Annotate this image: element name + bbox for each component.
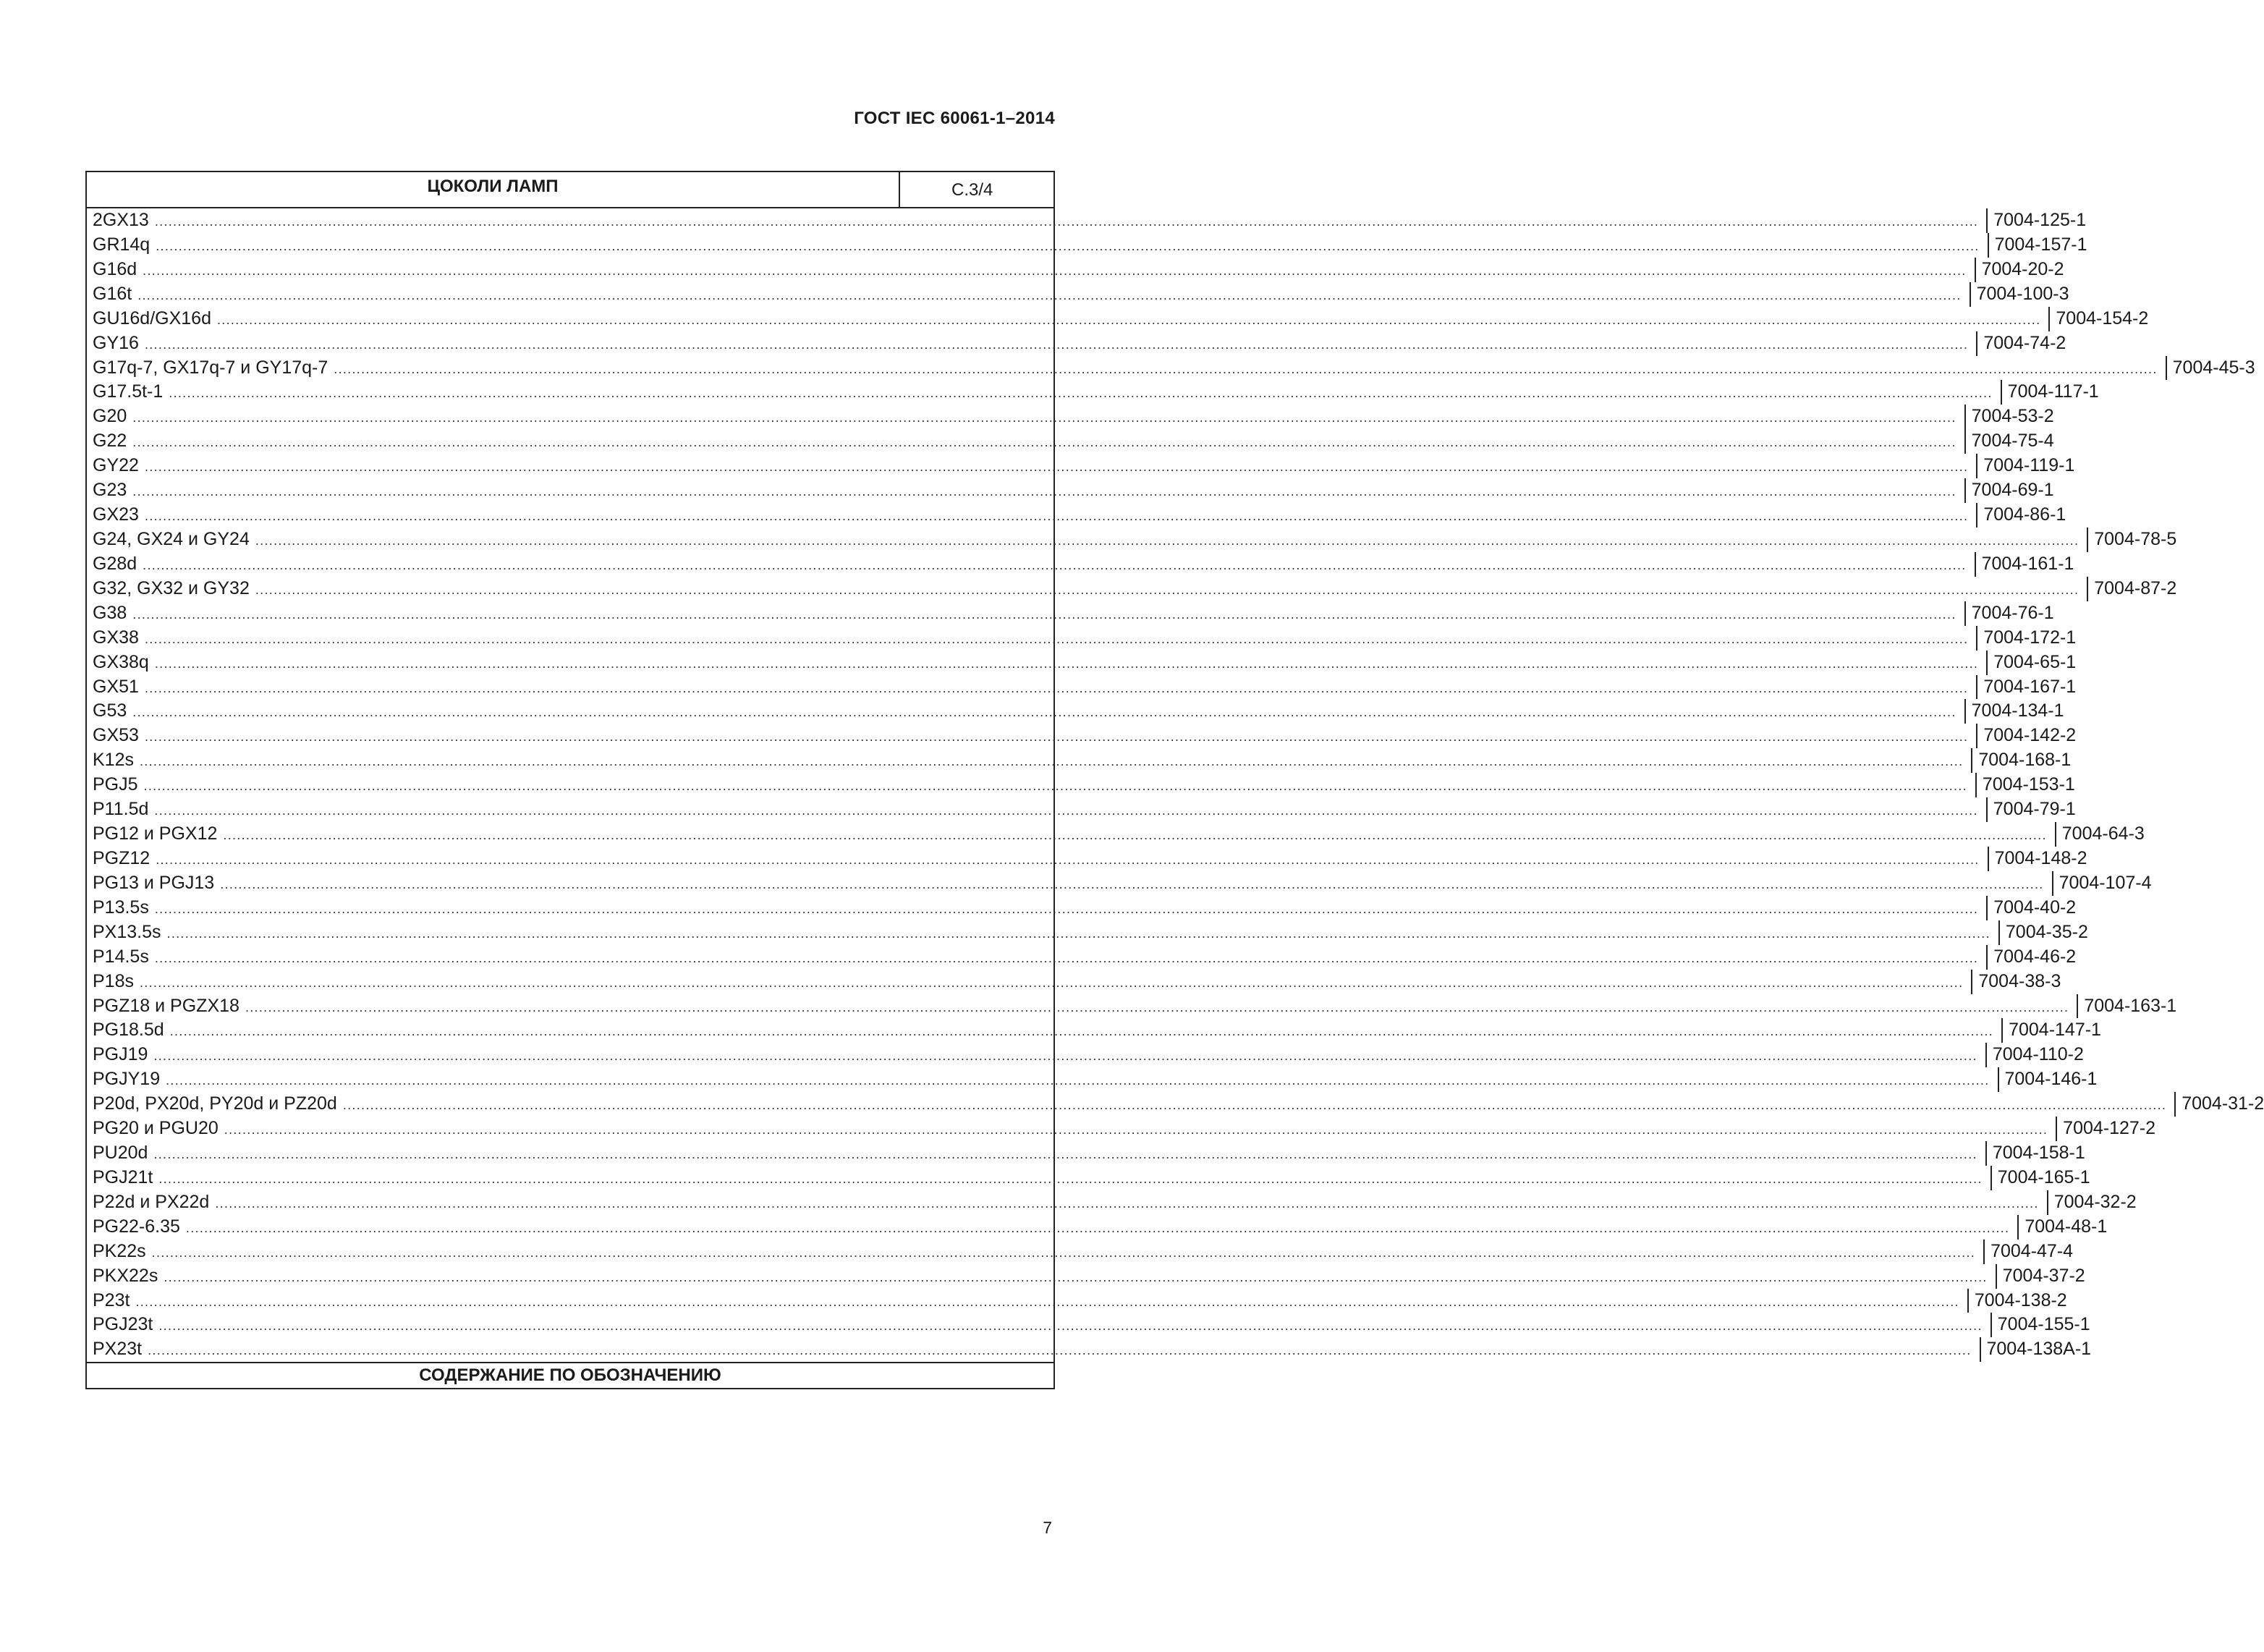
table-row	[87, 1289, 2067, 1313]
table-body	[87, 208, 2264, 1362]
lamp-cap-name: PGJ23t	[93, 1314, 153, 1335]
lamp-cap-name: G24, GX24 и GY24	[93, 528, 250, 549]
lamp-cap-cell	[87, 233, 1989, 258]
sheet-number: 7004-168-1	[1978, 750, 2072, 771]
lamp-cap-cell	[87, 1264, 1997, 1289]
lamp-cap-cell	[87, 478, 1966, 503]
lamp-cap-name: P23t	[93, 1289, 130, 1310]
lamp-cap-cell	[87, 601, 1966, 626]
dot-leader: ................................................................................................................................................................................................................................................................................................................................................................................................................	[334, 361, 2158, 376]
lamp-cap-name: P20d, PX20d, PY20d и PZ20d	[93, 1093, 337, 1114]
lamp-cap-cell	[87, 822, 2056, 847]
table-row	[87, 1166, 2090, 1190]
dot-leader: ................................................................................................................................................................................................................................................................................................................................................................................................................	[153, 1049, 1977, 1064]
dot-leader: ................................................................................................................................................................................................................................................................................................................................................................................................................	[217, 312, 2041, 327]
lamp-cap-name: GR14q	[93, 234, 150, 255]
lamp-cap-cell	[87, 1117, 2057, 1141]
dot-leader: ................................................................................................................................................................................................................................................................................................................................................................................................................	[154, 901, 1979, 916]
dot-leader: ................................................................................................................................................................................................................................................................................................................................................................................................................	[144, 459, 1969, 475]
lamp-cap-cell	[87, 675, 1977, 700]
sheet-number: 7004-37-2	[2002, 1265, 2085, 1286]
lamp-cap-cell	[87, 1018, 2003, 1043]
sheet-number: 7004-134-1	[1971, 700, 2064, 721]
table-row	[87, 1043, 2084, 1067]
dot-leader: ................................................................................................................................................................................................................................................................................................................................................................................................................	[342, 1098, 2167, 1113]
table-row	[87, 773, 2075, 797]
lamp-cap-cell	[87, 871, 2053, 896]
table-row	[87, 1264, 2085, 1289]
lamp-cap-name: PKX22s	[93, 1265, 158, 1286]
lamp-cap-cell	[87, 1190, 2048, 1215]
dot-leader: ................................................................................................................................................................................................................................................................................................................................................................................................................	[144, 509, 1969, 524]
lamp-cap-cell	[87, 208, 1988, 233]
sheet-number: 7004-69-1	[1971, 480, 2054, 501]
table-row	[87, 1190, 2137, 1215]
lamp-cap-name: PX13.5s	[93, 921, 161, 942]
lamp-cap-name: P14.5s	[93, 946, 149, 967]
table-row	[87, 1215, 2108, 1240]
table-row	[87, 675, 2077, 700]
table-row	[87, 601, 2054, 626]
lamp-cap-name: PGJ21t	[93, 1166, 153, 1187]
lamp-cap-name: 2GX13	[93, 210, 149, 230]
sheet-number: 7004-40-2	[1993, 897, 2077, 918]
table-header	[87, 172, 1053, 208]
lamp-cap-cell	[87, 577, 2088, 601]
lamp-cap-name: G38	[93, 602, 127, 623]
sheet-number: 7004-45-3	[2172, 357, 2255, 378]
table-row	[87, 699, 2064, 724]
sheet-number: 7004-110-2	[1992, 1044, 2084, 1065]
lamp-cap-cell	[87, 945, 1988, 970]
dot-leader: ................................................................................................................................................................................................................................................................................................................................................................................................................	[245, 999, 2069, 1015]
table-row	[87, 1092, 2264, 1117]
sheet-number: 7004-172-1	[1983, 627, 2077, 648]
sheet-number: 7004-155-1	[1997, 1314, 2090, 1335]
table-row	[87, 871, 2152, 896]
lamp-cap-name: G28d	[93, 553, 137, 574]
dot-leader: ................................................................................................................................................................................................................................................................................................................................................................................................................	[164, 1269, 1988, 1284]
sheet-number: 7004-161-1	[1981, 553, 2074, 574]
lamp-cap-name: P13.5s	[93, 897, 149, 918]
lamp-cap-name: G17q-7, GX17q-7 и GY17q-7	[93, 357, 328, 378]
table-row	[87, 822, 2145, 847]
lamp-cap-cell	[87, 503, 1977, 528]
lamp-cap-name: GY16	[93, 332, 139, 353]
dot-leader: ................................................................................................................................................................................................................................................................................................................................................................................................................	[154, 214, 1979, 229]
sheet-reference: C.3/4	[951, 180, 993, 200]
lamp-cap-name: P11.5d	[93, 799, 149, 820]
dot-leader: ................................................................................................................................................................................................................................................................................................................................................................................................................	[132, 606, 1956, 622]
sheet-number: 7004-119-1	[1983, 455, 2075, 476]
sheet-number: 7004-48-1	[2025, 1216, 2108, 1237]
lamp-cap-name: GY22	[93, 455, 139, 476]
lamp-cap-cell	[87, 356, 2167, 381]
lamp-cap-name: G16t	[93, 283, 132, 304]
lamp-cap-name: PGJ19	[93, 1044, 148, 1065]
dot-leader: ................................................................................................................................................................................................................................................................................................................................................................................................................	[139, 975, 1964, 990]
lamp-cap-cell	[87, 970, 1972, 994]
lamp-cap-name: PK22s	[93, 1240, 146, 1261]
sheet-number: 7004-86-1	[1983, 504, 2066, 525]
dot-leader: ................................................................................................................................................................................................................................................................................................................................................................................................................	[143, 557, 1967, 572]
table-row	[87, 282, 2069, 307]
sheet-number: 7004-32-2	[2053, 1191, 2137, 1212]
table-row	[87, 454, 2075, 478]
dot-leader: ................................................................................................................................................................................................................................................................................................................................................................................................................	[144, 336, 1969, 352]
lamp-cap-cell	[87, 994, 2078, 1019]
lamp-cap-cell	[87, 748, 1972, 773]
lamp-cap-cell	[87, 429, 1966, 454]
lamp-cap-cell	[87, 1289, 1969, 1313]
lamp-cap-name: K12s	[93, 750, 134, 771]
table-row	[87, 1313, 2090, 1337]
lamp-cap-name: GX38	[93, 627, 139, 648]
sheet-number: 7004-148-2	[1994, 847, 2087, 868]
dot-leader: ................................................................................................................................................................................................................................................................................................................................................................................................................	[144, 729, 1969, 745]
sheet-number: 7004-38-3	[1978, 970, 2061, 991]
sheet-number: 7004-79-1	[1993, 799, 2076, 820]
document-code: ГОСТ IEC 60061-1–2014	[854, 109, 1055, 128]
lamp-cap-cell	[87, 528, 2088, 552]
sheet-number: 7004-20-2	[1981, 258, 2064, 279]
lamp-cap-cell	[87, 331, 1977, 356]
table-row	[87, 577, 2177, 601]
table-row	[87, 1141, 2085, 1166]
table-row	[87, 945, 2077, 970]
sheet-number: 7004-163-1	[2084, 995, 2177, 1016]
sheet-number: 7004-31-2	[2182, 1093, 2264, 1114]
lamp-cap-name: PGJY19	[93, 1069, 161, 1090]
sheet-number: 7004-153-1	[1982, 774, 2075, 795]
sheet-number: 7004-154-2	[2056, 308, 2149, 329]
sheet-number: 7004-157-1	[1994, 234, 2087, 255]
sheet-number: 7004-87-2	[2094, 577, 2177, 598]
dot-leader: ................................................................................................................................................................................................................................................................................................................................................................................................................	[169, 1024, 1994, 1039]
table-row	[87, 331, 2066, 356]
sheet-number: 7004-117-1	[2007, 381, 2099, 402]
table-row	[87, 724, 2077, 748]
dot-leader: ................................................................................................................................................................................................................................................................................................................................................................................................................	[139, 754, 1964, 769]
sheet-number: 7004-142-2	[1983, 725, 2077, 746]
table-row	[87, 1240, 2074, 1264]
contents-table	[85, 171, 2264, 1389]
table-row	[87, 994, 2177, 1019]
dot-leader: ................................................................................................................................................................................................................................................................................................................................................................................................................	[132, 435, 1956, 450]
lamp-cap-name: PGZ12	[93, 847, 150, 868]
dot-leader: ................................................................................................................................................................................................................................................................................................................................................................................................................	[154, 803, 1978, 818]
sheet-number: 7004-64-3	[2061, 823, 2145, 844]
lamp-cap-cell	[87, 626, 1977, 651]
sheet-number: 7004-78-5	[2094, 528, 2177, 549]
lamp-cap-cell	[87, 1067, 1999, 1092]
lamp-cap-name: PGJ5	[93, 774, 138, 795]
table-title: ЦОКОЛИ ЛАМП	[87, 172, 900, 207]
table-row	[87, 552, 2074, 577]
lamp-cap-name: PU20d	[93, 1143, 148, 1164]
lamp-cap-name: G22	[93, 431, 127, 452]
lamp-cap-cell	[87, 920, 2000, 945]
dot-leader: ................................................................................................................................................................................................................................................................................................................................................................................................................	[215, 1195, 2039, 1211]
lamp-cap-name: P22d и PX22d	[93, 1191, 210, 1212]
lamp-cap-cell	[87, 1240, 1985, 1264]
sheet-number: 7004-107-4	[2059, 872, 2152, 893]
table-row	[87, 1018, 2101, 1043]
table-row	[87, 429, 2054, 454]
dot-leader: ................................................................................................................................................................................................................................................................................................................................................................................................................	[144, 631, 1969, 646]
table-row	[87, 233, 2087, 258]
dot-leader: ................................................................................................................................................................................................................................................................................................................................................................................................................	[143, 263, 1967, 278]
lamp-cap-cell	[87, 307, 2050, 331]
dot-leader: ................................................................................................................................................................................................................................................................................................................................................................................................................	[151, 1245, 1976, 1260]
table-row	[87, 208, 2087, 233]
lamp-cap-name: PX23t	[93, 1339, 143, 1360]
sheet-number: 7004-47-4	[1990, 1240, 2074, 1261]
dot-leader: ................................................................................................................................................................................................................................................................................................................................................................................................................	[144, 680, 1969, 695]
dot-leader: ................................................................................................................................................................................................................................................................................................................................................................................................................	[158, 1171, 1983, 1186]
sheet-number: 7004-158-1	[1992, 1143, 2085, 1164]
table-row	[87, 356, 2255, 381]
lamp-cap-cell	[87, 1166, 1992, 1190]
page-number: 7	[1043, 1518, 1052, 1537]
lamp-cap-cell	[87, 282, 1971, 307]
table-row	[87, 1067, 2098, 1092]
table-row	[87, 970, 2061, 994]
dot-leader: ................................................................................................................................................................................................................................................................................................................................................................................................................	[132, 410, 1956, 425]
sheet-number: 7004-46-2	[1993, 946, 2077, 967]
dot-leader: ................................................................................................................................................................................................................................................................................................................................................................................................................	[255, 533, 2079, 548]
table-footer: СОДЕРЖАНИЕ ПО ОБОЗНАЧЕНИЮ	[87, 1362, 1053, 1388]
dot-leader: ................................................................................................................................................................................................................................................................................................................................................................................................................	[154, 656, 1979, 671]
dot-leader: ................................................................................................................................................................................................................................................................................................................................................................................................................	[166, 925, 1990, 941]
sheet-number: 7004-100-3	[1976, 283, 2069, 304]
dot-leader: ................................................................................................................................................................................................................................................................................................................................................................................................................	[255, 582, 2079, 597]
sheet-number: 7004-147-1	[2009, 1020, 2101, 1041]
lamp-cap-name: G32, GX32 и GY32	[93, 577, 250, 598]
lamp-cap-name: PG22-6.35	[93, 1216, 180, 1237]
table-row	[87, 307, 2149, 331]
sheet-number: 7004-127-2	[2063, 1118, 2156, 1139]
dot-leader: ................................................................................................................................................................................................................................................................................................................................................................................................................	[154, 950, 1979, 965]
lamp-cap-cell	[87, 1043, 1987, 1067]
lamp-cap-cell	[87, 380, 2002, 404]
lamp-cap-cell	[87, 1141, 1987, 1166]
lamp-cap-cell	[87, 404, 1966, 429]
lamp-cap-cell	[87, 1313, 1992, 1337]
lamp-cap-name: G23	[93, 480, 127, 501]
dot-leader: ................................................................................................................................................................................................................................................................................................................................................................................................................	[132, 484, 1956, 499]
lamp-cap-cell	[87, 651, 1988, 675]
sheet-number: 7004-75-4	[1971, 431, 2054, 452]
dot-leader: ................................................................................................................................................................................................................................................................................................................................................................................................................	[148, 1343, 1972, 1358]
lamp-cap-cell	[87, 847, 1989, 871]
sheet-number: 7004-167-1	[1983, 676, 2077, 697]
table-row	[87, 1117, 2156, 1141]
sheet-number: 7004-138-2	[1974, 1289, 2067, 1310]
dot-leader: ................................................................................................................................................................................................................................................................................................................................................................................................................	[153, 1147, 1977, 1162]
lamp-cap-cell	[87, 1092, 2176, 1117]
table-row	[87, 1337, 2092, 1362]
dot-leader: ................................................................................................................................................................................................................................................................................................................................................................................................................	[185, 1220, 2010, 1235]
dot-leader: ................................................................................................................................................................................................................................................................................................................................................................................................................	[137, 287, 1962, 302]
dot-leader: ................................................................................................................................................................................................................................................................................................................................................................................................................	[156, 238, 1980, 253]
dot-leader: ................................................................................................................................................................................................................................................................................................................................................................................................................	[132, 705, 1956, 720]
sheet-number: 7004-35-2	[2005, 921, 2088, 942]
table-row	[87, 528, 2177, 552]
lamp-cap-name: GX53	[93, 725, 139, 746]
table-row	[87, 651, 2077, 675]
lamp-cap-name: GX51	[93, 676, 139, 697]
lamp-cap-name: G53	[93, 700, 127, 721]
lamp-cap-name: PG20 и PGU20	[93, 1118, 219, 1139]
sheet-number: 7004-76-1	[1971, 602, 2054, 623]
lamp-cap-cell	[87, 797, 1988, 822]
dot-leader: ................................................................................................................................................................................................................................................................................................................................................................................................................	[156, 852, 1980, 867]
sheet-number: 7004-138A-1	[1986, 1339, 2092, 1360]
lamp-cap-name: GX23	[93, 504, 139, 525]
table-row	[87, 847, 2087, 871]
dot-leader: ................................................................................................................................................................................................................................................................................................................................................................................................................	[224, 1122, 2048, 1138]
lamp-cap-cell	[87, 1215, 2019, 1240]
lamp-cap-cell	[87, 699, 1966, 724]
dot-leader: ................................................................................................................................................................................................................................................................................................................................................................................................................	[158, 1318, 1983, 1334]
lamp-cap-cell	[87, 552, 1976, 577]
table-row	[87, 404, 2054, 429]
lamp-cap-name: PG13 и PGJ13	[93, 872, 215, 893]
lamp-cap-cell	[87, 773, 1977, 797]
lamp-cap-cell	[87, 454, 1977, 478]
lamp-cap-cell	[87, 258, 1976, 282]
table-row	[87, 748, 2072, 773]
dot-leader: ................................................................................................................................................................................................................................................................................................................................................................................................................	[166, 1073, 1990, 1088]
dot-leader: ................................................................................................................................................................................................................................................................................................................................................................................................................	[143, 779, 1967, 794]
lamp-cap-name: GU16d/GX16d	[93, 308, 211, 329]
table-row	[87, 797, 2076, 822]
dot-leader: ................................................................................................................................................................................................................................................................................................................................................................................................................	[223, 828, 2047, 843]
dot-leader: ................................................................................................................................................................................................................................................................................................................................................................................................................	[135, 1294, 1959, 1309]
sheet-number: 7004-146-1	[2004, 1069, 2098, 1090]
dot-leader: ................................................................................................................................................................................................................................................................................................................................................................................................................	[169, 386, 1993, 401]
lamp-cap-name: PGZ18 и PGZX18	[93, 995, 239, 1016]
sheet-number: 7004-65-1	[1993, 651, 2077, 672]
table-row	[87, 920, 2088, 945]
dot-leader: ................................................................................................................................................................................................................................................................................................................................................................................................................	[220, 876, 2044, 891]
table-row	[87, 258, 2064, 282]
table-row	[87, 503, 2066, 528]
lamp-cap-name: PG12 и PGX12	[93, 823, 218, 844]
sheet-number: 7004-125-1	[1993, 210, 2087, 230]
lamp-cap-name: G17.5t-1	[93, 381, 164, 402]
table-row	[87, 626, 2077, 651]
table-row	[87, 380, 2099, 404]
lamp-cap-cell	[87, 724, 1977, 748]
lamp-cap-name: P18s	[93, 970, 134, 991]
lamp-cap-name: GX38q	[93, 651, 149, 672]
lamp-cap-cell	[87, 896, 1988, 920]
table-row	[87, 478, 2054, 503]
table-row	[87, 896, 2077, 920]
sheet-number: 7004-165-1	[1997, 1166, 2090, 1187]
lamp-cap-cell	[87, 1337, 1981, 1362]
lamp-cap-name: G16d	[93, 258, 137, 279]
sheet-number: 7004-53-2	[1971, 406, 2054, 427]
lamp-cap-name: PG18.5d	[93, 1020, 164, 1041]
lamp-cap-name: G20	[93, 406, 127, 427]
sheet-number: 7004-74-2	[1983, 332, 2066, 353]
